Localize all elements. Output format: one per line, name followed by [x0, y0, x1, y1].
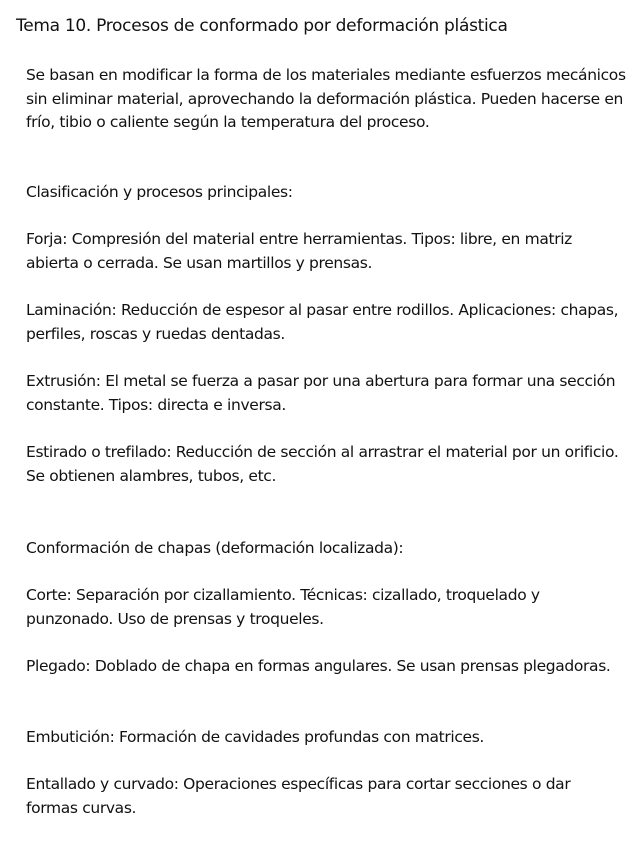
section-heading-classification: Clasificación y procesos principales:: [26, 183, 293, 201]
paragraph-forja: Forja: Compresión del material entre herramientas. Tipos: libre, en matriz abierta o cerrada. Se usan martillos y prensas.: [26, 230, 572, 272]
section-heading-chapas: Conformación de chapas (deformación localizada):: [26, 539, 404, 557]
paragraph-corte: Corte: Separación por cizallamiento. Técnicas: cizallado, troquelado y punzonado. Uso de prensas y troqueles.: [26, 586, 540, 628]
paragraph-estirado: Estirado o trefilado: Reducción de sección al arrastrar el material por un orificio. Se obtienen alambres, tubos, etc.: [26, 443, 619, 485]
paragraph-extrusion: Extrusión: El metal se fuerza a pasar por una abertura para formar una sección constante. Tipos: directa e inversa.: [26, 372, 616, 414]
page-title: Tema 10. Procesos de conformado por deformación plástica: [16, 16, 508, 36]
paragraph-laminacion: Laminación: Reducción de espesor al pasar entre rodillos. Aplicaciones: chapas, perfiles, roscas y ruedas dentadas.: [26, 301, 619, 343]
paragraph-entallado: Entallado y curvado: Operaciones específicas para cortar secciones o dar formas curvas.: [26, 775, 571, 817]
paragraph-plegado: Plegado: Doblado de chapa en formas angulares. Se usan prensas plegadoras.: [26, 657, 611, 675]
paragraph-embuticion: Embutición: Formación de cavidades profundas con matrices.: [26, 728, 485, 746]
intro-paragraph: Se basan en modificar la forma de los materiales mediante esfuerzos mecánicos sin eliminar material, aprovechando la deformación plástica. Pueden hacerse en frío, tibio o caliente según la temperatura del proceso.: [26, 66, 626, 131]
